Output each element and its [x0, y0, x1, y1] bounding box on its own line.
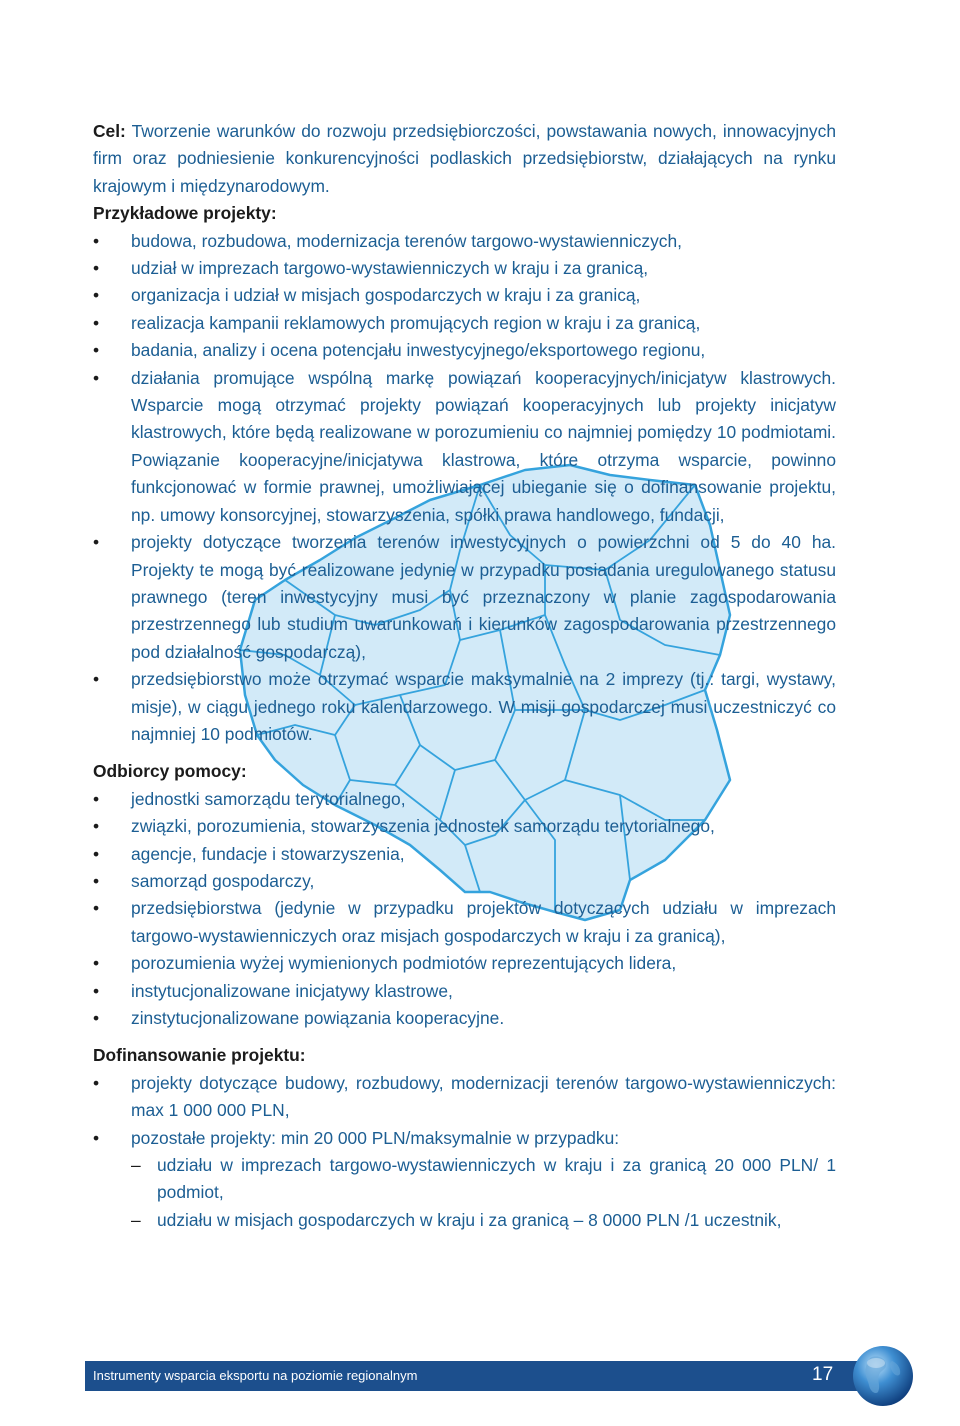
list-item: • projekty dotyczące budowy, rozbudowy, modernizacji terenów targowo-wystawienniczych: max 1 000 000 PLN, [93, 1070, 836, 1125]
list-item: • samorząd gospodarczy, [93, 868, 836, 895]
projekty-list [93, 228, 836, 749]
list-item: • organizacja i udział w misjach gospodarczych w kraju i za granicą, [93, 282, 836, 309]
list-item: • związki, porozumienia, stowarzyszenia jednostek samorządu terytorialnego, [93, 813, 836, 840]
cel-label: Cel: [93, 121, 126, 141]
main-content [93, 118, 836, 1234]
footer-bar [85, 1361, 871, 1391]
globe-icon [852, 1345, 914, 1407]
sublist-item: – udziału w misjach gospodarczych w kraju i za granicą – 8 0000 PLN /1 uczestnik, [131, 1207, 836, 1234]
projekty-heading: Przykładowe projekty: [93, 203, 277, 224]
list-item: • projekty dotyczące tworzenia terenów inwestycyjnych o powierzchni od 5 do 40 ha. Projekty te mogą być realizowane jedynie w przypadku posiadania uregulowanego statusu prawnego (teren inwestycyjny musi być przeznaczony w planie zagospodarowania przestrzennego lub studium uwarunkowań i kierunków zagospodarowania przestrzennego pod działalność gospodarczą), [93, 529, 836, 666]
list-item: • porozumienia wyżej wymienionych podmiotów reprezentujących lidera, [93, 950, 836, 977]
list-item: • zinstytucjonalizowane powiązania kooperacyjne. [93, 1005, 836, 1032]
list-item: • przedsiębiorstwo może otrzymać wsparcie maksymalnie na 2 imprezy (tj.: targi, wystawy, misje), w ciągu jednego roku kalendarzowego. W misji gospodarczej musi uczestniczyć co najmniej 10 podmiotów. [93, 666, 836, 748]
footer-text: Instrumenty wsparcia eksportu na poziomie regionalnym [93, 1368, 418, 1383]
list-item: • jednostki samorządu terytorialnego, [93, 786, 836, 813]
dofinansowanie-sublist [131, 1152, 836, 1234]
odbiorcy-heading: Odbiorcy pomocy: [93, 761, 247, 782]
odbiorcy-list [93, 786, 836, 1033]
list-item: • instytucjonalizowane inicjatywy klastrowe, [93, 978, 836, 1005]
list-item: • realizacja kampanii reklamowych promujących region w kraju i za granicą, [93, 310, 836, 337]
list-item [93, 1125, 836, 1235]
list-item-text: pozostałe projekty: min 20 000 PLN/maksymalnie w przypadku: [131, 1127, 620, 1148]
dofinansowanie-heading: Dofinansowanie projektu: [93, 1045, 306, 1066]
cel-paragraph [93, 118, 836, 200]
page-number: 17 [812, 1364, 834, 1385]
list-item: • agencje, fundacje i stowarzyszenia, [93, 841, 836, 868]
list-item: • działania promujące wspólną markę powiązań kooperacyjnych/inicjatyw klastrowych. Wsparcie mogą otrzymać projekty powiązań kooperacyjnych lub projekty inicjatyw klastrowych, które będą realizowane w porozumieniu co najmniej pomiędzy 10 podmiotami. Powiązanie kooperacyjne/inicjatywa klastrowa, które otrzyma wsparcie, powinno funkcjonować w formie prawnej, umożliwiającej ubieganie się o dofinansowanie projektu, np. umowy konsorcyjnej, stowarzyszenia, spółki prawa handlowego, fundacji, [93, 365, 836, 529]
list-item: • badania, analizy i ocena potencjału inwestycyjnego/eksportowego regionu, [93, 337, 836, 364]
list-item: • przedsiębiorstwa (jedynie w przypadku projektów dotyczących udziału w imprezach targowo-wystawienniczych oraz misjach gospodarczych w kraju i za granicą), [93, 895, 836, 950]
list-item: • udział w imprezach targowo-wystawienniczych w kraju i za granicą, [93, 255, 836, 282]
sublist-item: – udziału w imprezach targowo-wystawienniczych w kraju i za granicą 20 000 PLN/ 1 podmiot, [131, 1152, 836, 1207]
list-item: • budowa, rozbudowa, modernizacja terenów targowo-wystawienniczych, [93, 228, 836, 255]
cel-text: Tworzenie warunków do rozwoju przedsiębiorczości, powstawania nowych, innowacyjnych firm oraz podniesienie konkurencyjności podlaskich przedsiębiorstw, działających na rynku krajowym i międzynarodowym. [93, 121, 836, 196]
dofinansowanie-list [93, 1070, 836, 1234]
